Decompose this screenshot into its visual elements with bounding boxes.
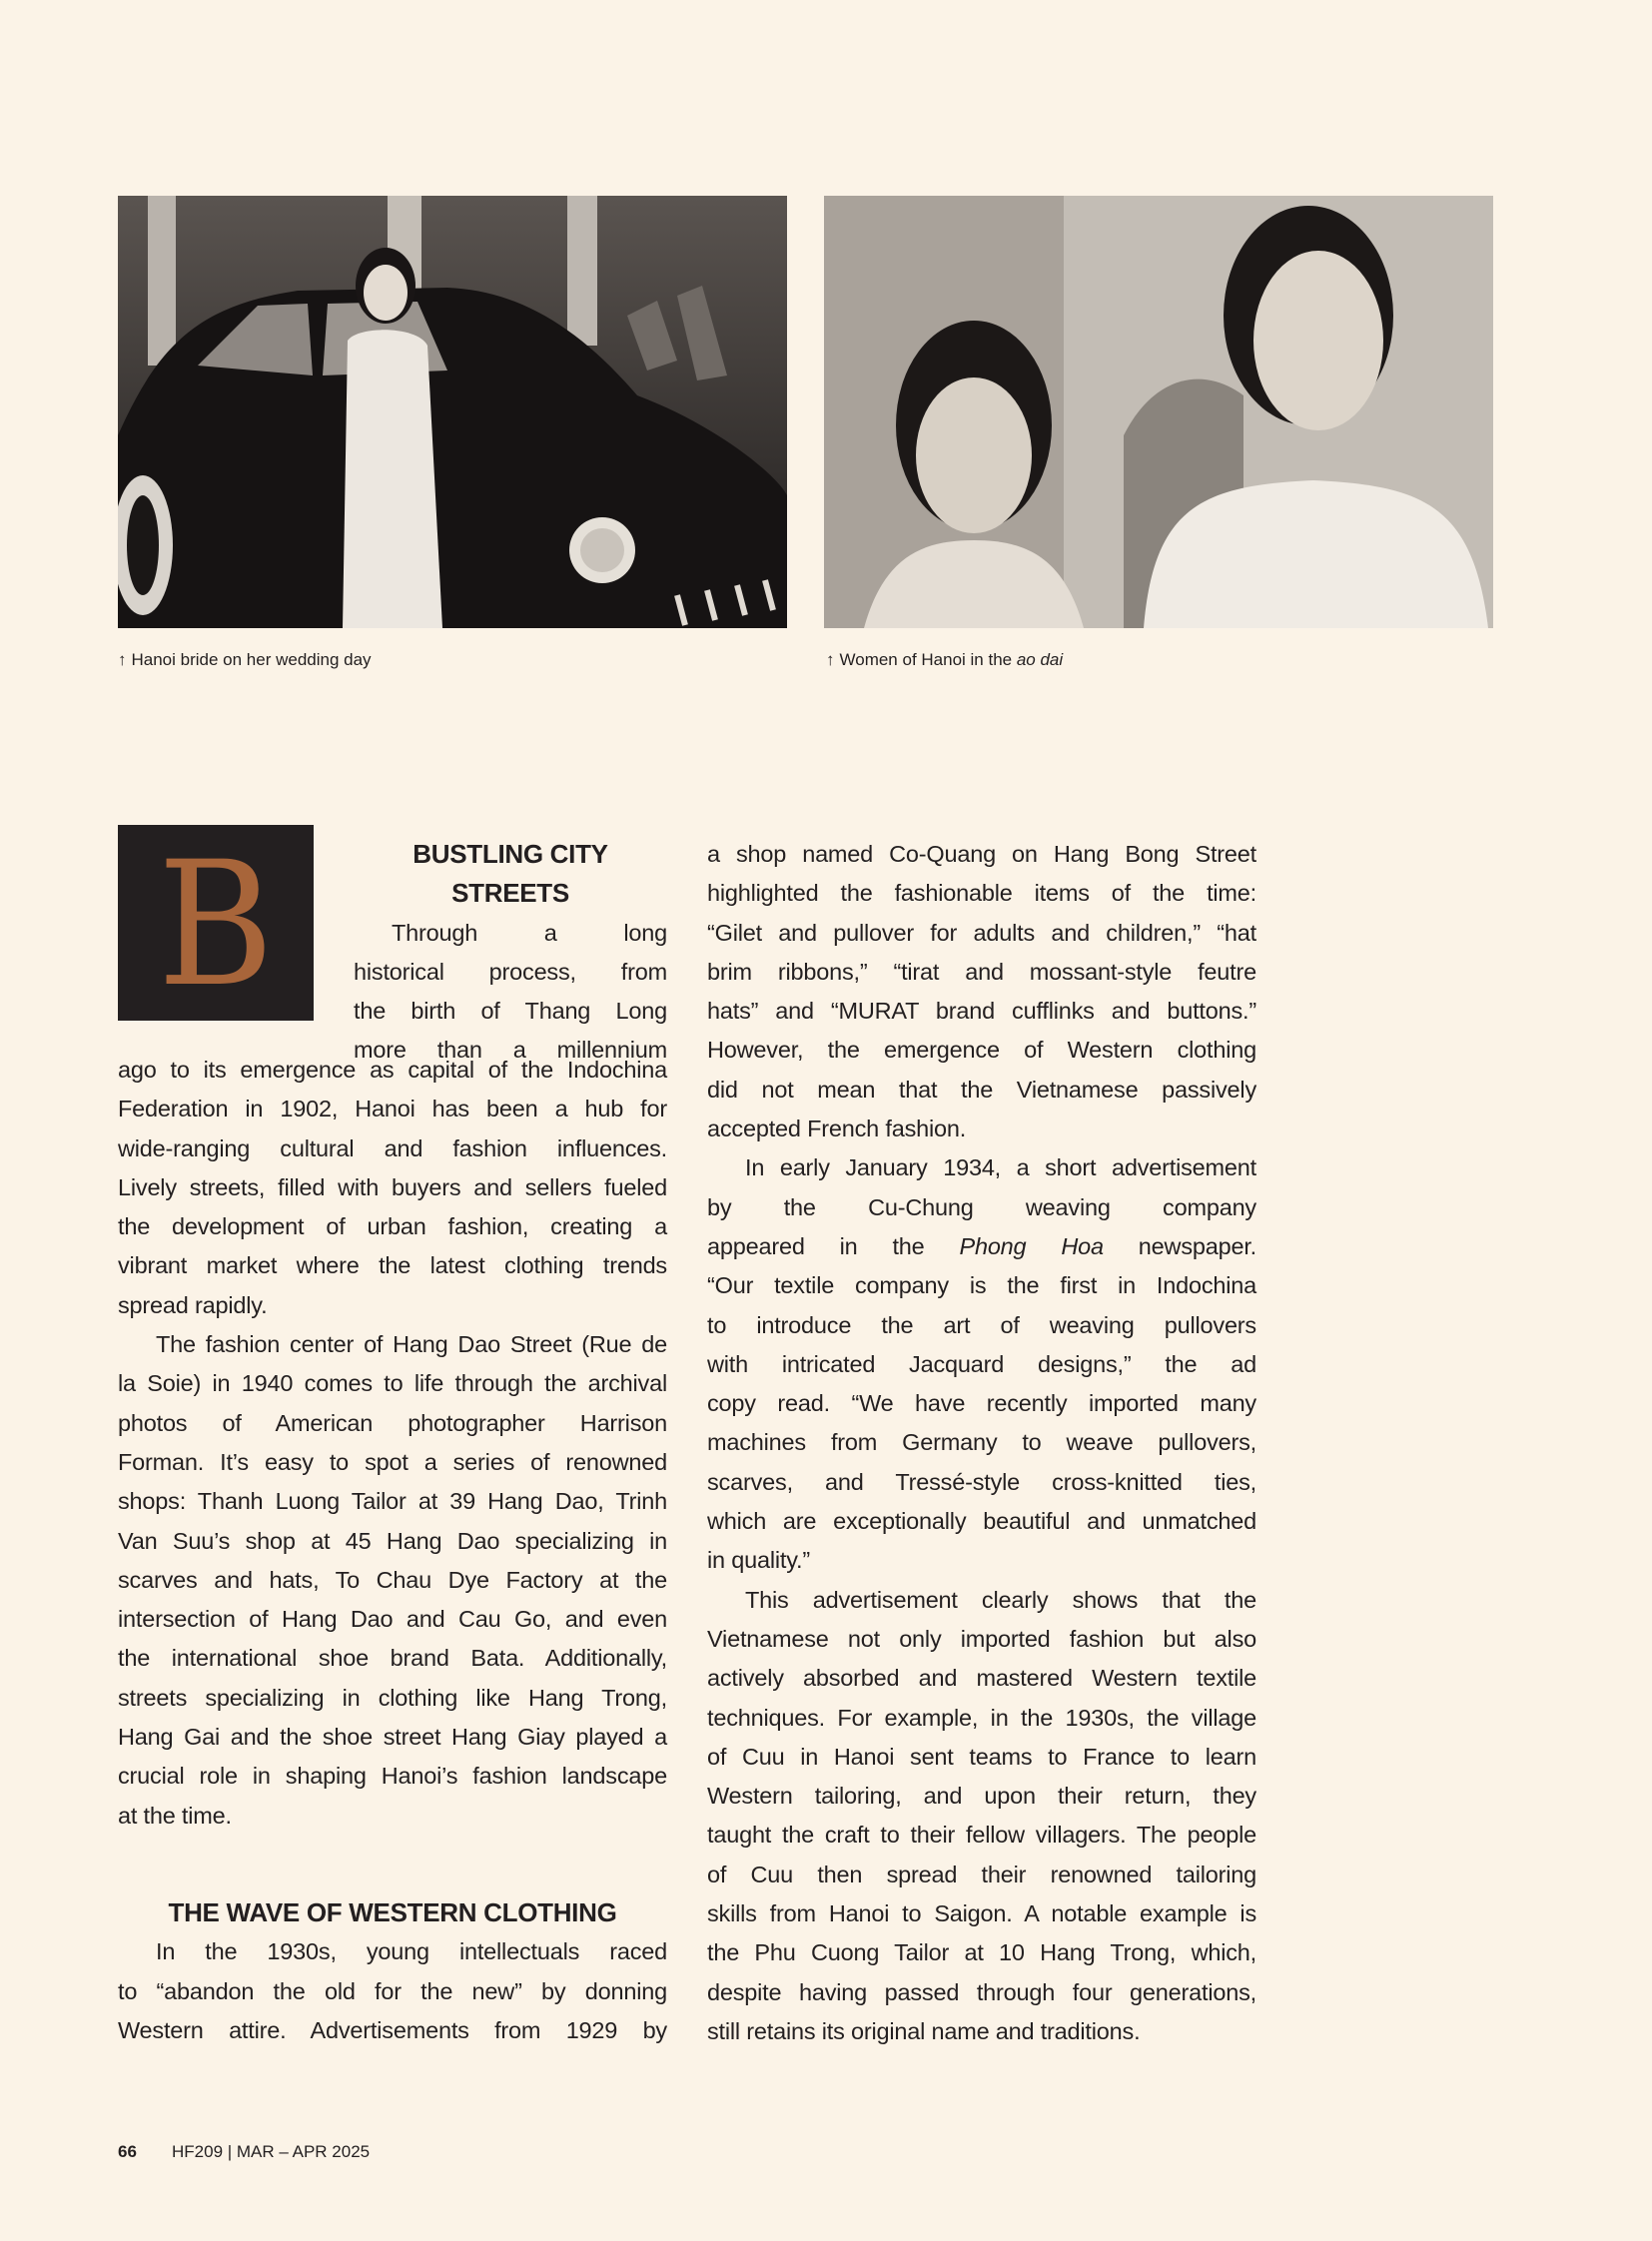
drop-cap (118, 824, 314, 1025)
text-line: streets specializing in clothing like Hang Trong, (118, 1684, 667, 1711)
text-line-newspaper (707, 1227, 1256, 1266)
caption-italic: ao dai (1016, 650, 1064, 669)
text-line: of Cuu then spread their renowned tailoring (707, 1861, 1256, 1887)
text-line: “Gilet and pullover for adults and children,” “hat (707, 919, 1256, 946)
text-line: to introduce the art of weaving pullovers (707, 1311, 1256, 1338)
text-line: with intricated Jacquard designs,” the ad (707, 1350, 1256, 1377)
text-line: despite having passed through four generations, (707, 1978, 1256, 2005)
text-line: Forman. It’s easy to spot a series of renowned (118, 1448, 667, 1475)
text-line: historical process, from (354, 958, 667, 985)
text-line: Vietnamese not only imported fashion but also (707, 1625, 1256, 1652)
text-line: vibrant market where the latest clothing trends (118, 1252, 667, 1279)
text-line: which are exceptionally beautiful and unmatched (707, 1508, 1256, 1535)
text-line: Western attire. Advertisements from 1929 by (118, 2016, 667, 2043)
section1-body (118, 1051, 667, 1836)
text-line: copy read. “We have recently imported many (707, 1390, 1256, 1417)
photo-caption-right (826, 650, 1063, 670)
text-line: hats” and “MURAT brand cufflinks and buttons.” (707, 998, 1256, 1025)
text-line: Western tailoring, and upon their return, they (707, 1783, 1256, 1810)
photo-women-ao-dai (824, 196, 1493, 628)
text-line: at the time. (118, 1802, 232, 1829)
text-line: However, the emergence of Western clothing (707, 1037, 1256, 1064)
text-line: of Cuu in Hanoi sent teams to France to learn (707, 1743, 1256, 1770)
text-line: Federation in 1902, Hanoi has been a hub for (118, 1096, 667, 1122)
text-line: actively absorbed and mastered Western textile (707, 1665, 1256, 1692)
text-line: the international shoe brand Bata. Additionally, (118, 1645, 667, 1672)
text-line: did not mean that the Vietnamese passively (707, 1076, 1256, 1103)
section1-intro (354, 835, 667, 1071)
arrow-up-icon: ↑ (118, 650, 127, 669)
text-line: a shop named Co-Quang on Hang Bong Street (707, 841, 1256, 867)
text-line: In the 1930s, young intellectuals raced (156, 1938, 667, 1965)
photo-hanoi-bride (118, 196, 787, 628)
text-line: brim ribbons,” “tirat and mossant-style feutre (707, 958, 1256, 985)
text-line: still retains its original name and traditions. (707, 2017, 1141, 2044)
issue-info: HF209 | MAR – APR 2025 (172, 2142, 371, 2161)
text-line: The fashion center of Hang Dao Street (Rue de (156, 1331, 667, 1358)
section-heading: STREETS (451, 878, 569, 909)
text-line: crucial role in shaping Hanoi’s fashion landscape (118, 1763, 667, 1790)
text-line: the Phu Cuong Tailor at 10 Hang Trong, which, (707, 1939, 1256, 1966)
two-women-portrait-photo (824, 196, 1493, 628)
text-line: scarves, and Tressé-style cross-knitted ties, (707, 1468, 1256, 1495)
text-line: Hang Gai and the shoe street Hang Giay played a (118, 1724, 667, 1751)
text-line: photos of American photographer Harrison (118, 1409, 667, 1436)
text-line: to “abandon the old for the new” by donning (118, 1977, 667, 2004)
text-line: ago to its emergence as capital of the Indochina (118, 1057, 667, 1083)
text-line: Through a long (392, 919, 667, 946)
section-heading: THE WAVE OF WESTERN CLOTHING (168, 1897, 617, 1927)
text-line: highlighted the fashionable items of the time: (707, 880, 1256, 907)
newspaper-name: Phong Hoa (959, 1232, 1104, 1259)
text-line: la Soie) in 1940 comes to life through the archival (118, 1370, 667, 1397)
section2 (118, 1893, 667, 2050)
text-line: shops: Thanh Luong Tailor at 39 Hang Dao, Trinh (118, 1488, 667, 1515)
text-line: Van Suu’s shop at 45 Hang Dao specializing in (118, 1527, 667, 1554)
section-heading: BUSTLING CITY (413, 839, 608, 869)
photo-caption-left (118, 650, 372, 670)
text-line: in quality.” (707, 1547, 810, 1574)
caption-text: Women of Hanoi in the (839, 650, 1017, 669)
text-line: machines from Germany to weave pullovers, (707, 1429, 1256, 1456)
text-line: techniques. For example, in the 1930s, the village (707, 1704, 1256, 1731)
text-line: intersection of Hang Dao and Cau Go, and even (118, 1606, 667, 1633)
text-line: This advertisement clearly shows that the (745, 1586, 1256, 1613)
text-line: scarves and hats, To Chau Dye Factory at the (118, 1566, 667, 1593)
text-line: Lively streets, filled with buyers and sellers fueled (118, 1173, 667, 1200)
text-line: accepted French fashion. (707, 1116, 967, 1142)
text-segment: newspaper. (1103, 1232, 1257, 1259)
text-line: taught the craft to their fellow villagers. The people (707, 1822, 1256, 1849)
page-number: 66 (118, 2142, 137, 2161)
caption-text: Hanoi bride on her wedding day (131, 650, 372, 669)
text-segment: appeared in the (707, 1232, 960, 1259)
text-line: wide-ranging cultural and fashion influences. (118, 1134, 667, 1161)
text-line: more than a millennium (354, 1037, 667, 1064)
text-line: “Our textile company is the first in Indochina (707, 1272, 1256, 1299)
text-line: spread rapidly. (118, 1291, 268, 1318)
drop-cap-letter: B (157, 824, 275, 1025)
column-2-body (707, 835, 1256, 2051)
text-line: the birth of Thang Long (354, 998, 667, 1025)
text-line: In early January 1934, a short advertisement (745, 1154, 1256, 1181)
text-line: by the Cu-Chung weaving company (707, 1193, 1256, 1220)
text-line: the development of urban fashion, creating a (118, 1213, 667, 1240)
text-line: skills from Hanoi to Saigon. A notable example is (707, 1900, 1256, 1927)
arrow-up-icon: ↑ (826, 650, 835, 669)
bride-with-car-photo (118, 196, 787, 628)
